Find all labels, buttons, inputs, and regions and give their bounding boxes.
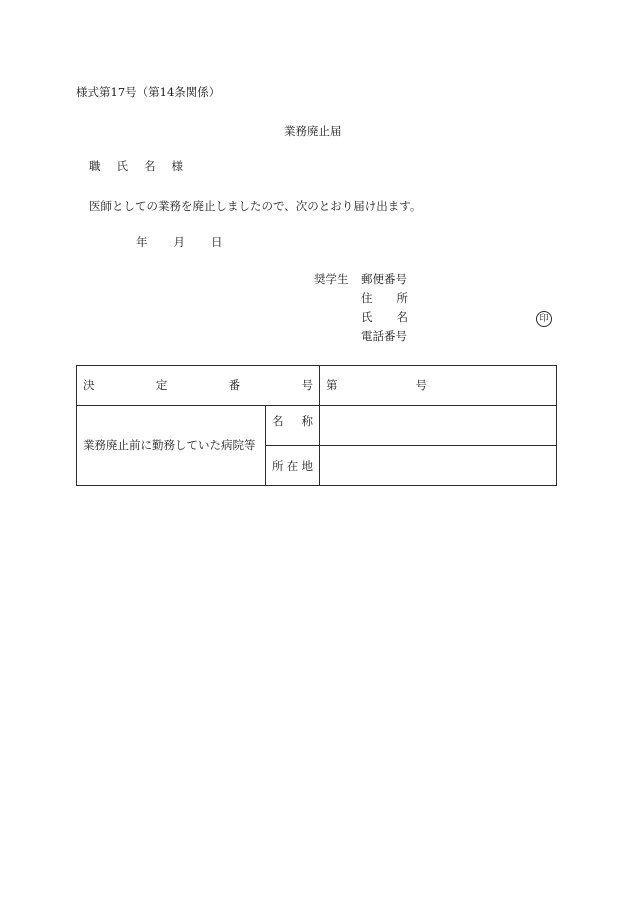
hospital-location-field[interactable]: [320, 446, 557, 486]
addressee-char-1: 職: [89, 159, 101, 173]
hospital-name-char-1: 名: [272, 413, 284, 428]
hospital-location-label-cell: [266, 446, 320, 486]
hospital-name-field[interactable]: [320, 406, 557, 446]
decision-number-field[interactable]: [320, 366, 557, 406]
addressee-suffix: 様: [171, 159, 183, 173]
hospital-label-cell: [77, 406, 266, 486]
form-table: [76, 365, 557, 486]
table-row: [77, 406, 557, 446]
statement-text: 医師としての業務を廃止しましたので、次のとおり届け出ます。: [89, 199, 422, 213]
hospital-location-char-1: 所: [272, 458, 284, 473]
applicant-role: 奨学生: [314, 272, 349, 286]
decision-char-3: 番: [228, 377, 241, 392]
document-title: 業務廃止届: [284, 124, 342, 138]
phone-label: 電話番号: [361, 329, 407, 343]
decision-char-1: 決: [83, 377, 95, 392]
hospital-label: 業務廃止前に勤務していた病院等: [83, 437, 256, 452]
address-label-char-1: 住: [361, 291, 373, 305]
addressee-char-2: 氏: [116, 159, 128, 173]
address-label-char-2: 所: [396, 291, 408, 305]
date-year: 年: [136, 235, 148, 249]
address-label: [361, 293, 408, 305]
seal-mark: 印: [536, 311, 552, 327]
decision-number-suffix: 号: [415, 377, 427, 392]
name-label-char-2: 名: [396, 310, 408, 324]
date-month: 月: [173, 235, 185, 249]
table-row: [77, 366, 557, 406]
addressee: [89, 161, 183, 173]
hospital-name-char-2: 称: [301, 413, 313, 428]
decision-number-label-cell: [77, 366, 320, 406]
hospital-location-char-3: 地: [301, 458, 313, 473]
date-line: [136, 237, 223, 249]
decision-char-4: 号: [301, 377, 313, 392]
hospital-name-label-cell: [266, 406, 320, 446]
form-number: 様式第17号（第14条関係）: [76, 85, 221, 99]
addressee-char-3: 名: [144, 159, 156, 173]
name-label: [361, 312, 408, 324]
date-day: 日: [211, 235, 223, 249]
decision-char-2: 定: [155, 377, 168, 392]
postal-code-label: 郵便番号: [361, 272, 407, 286]
hospital-location-char-2: 在: [286, 458, 299, 473]
name-label-char-1: 氏: [361, 310, 373, 324]
decision-number-prefix: 第: [326, 377, 338, 392]
